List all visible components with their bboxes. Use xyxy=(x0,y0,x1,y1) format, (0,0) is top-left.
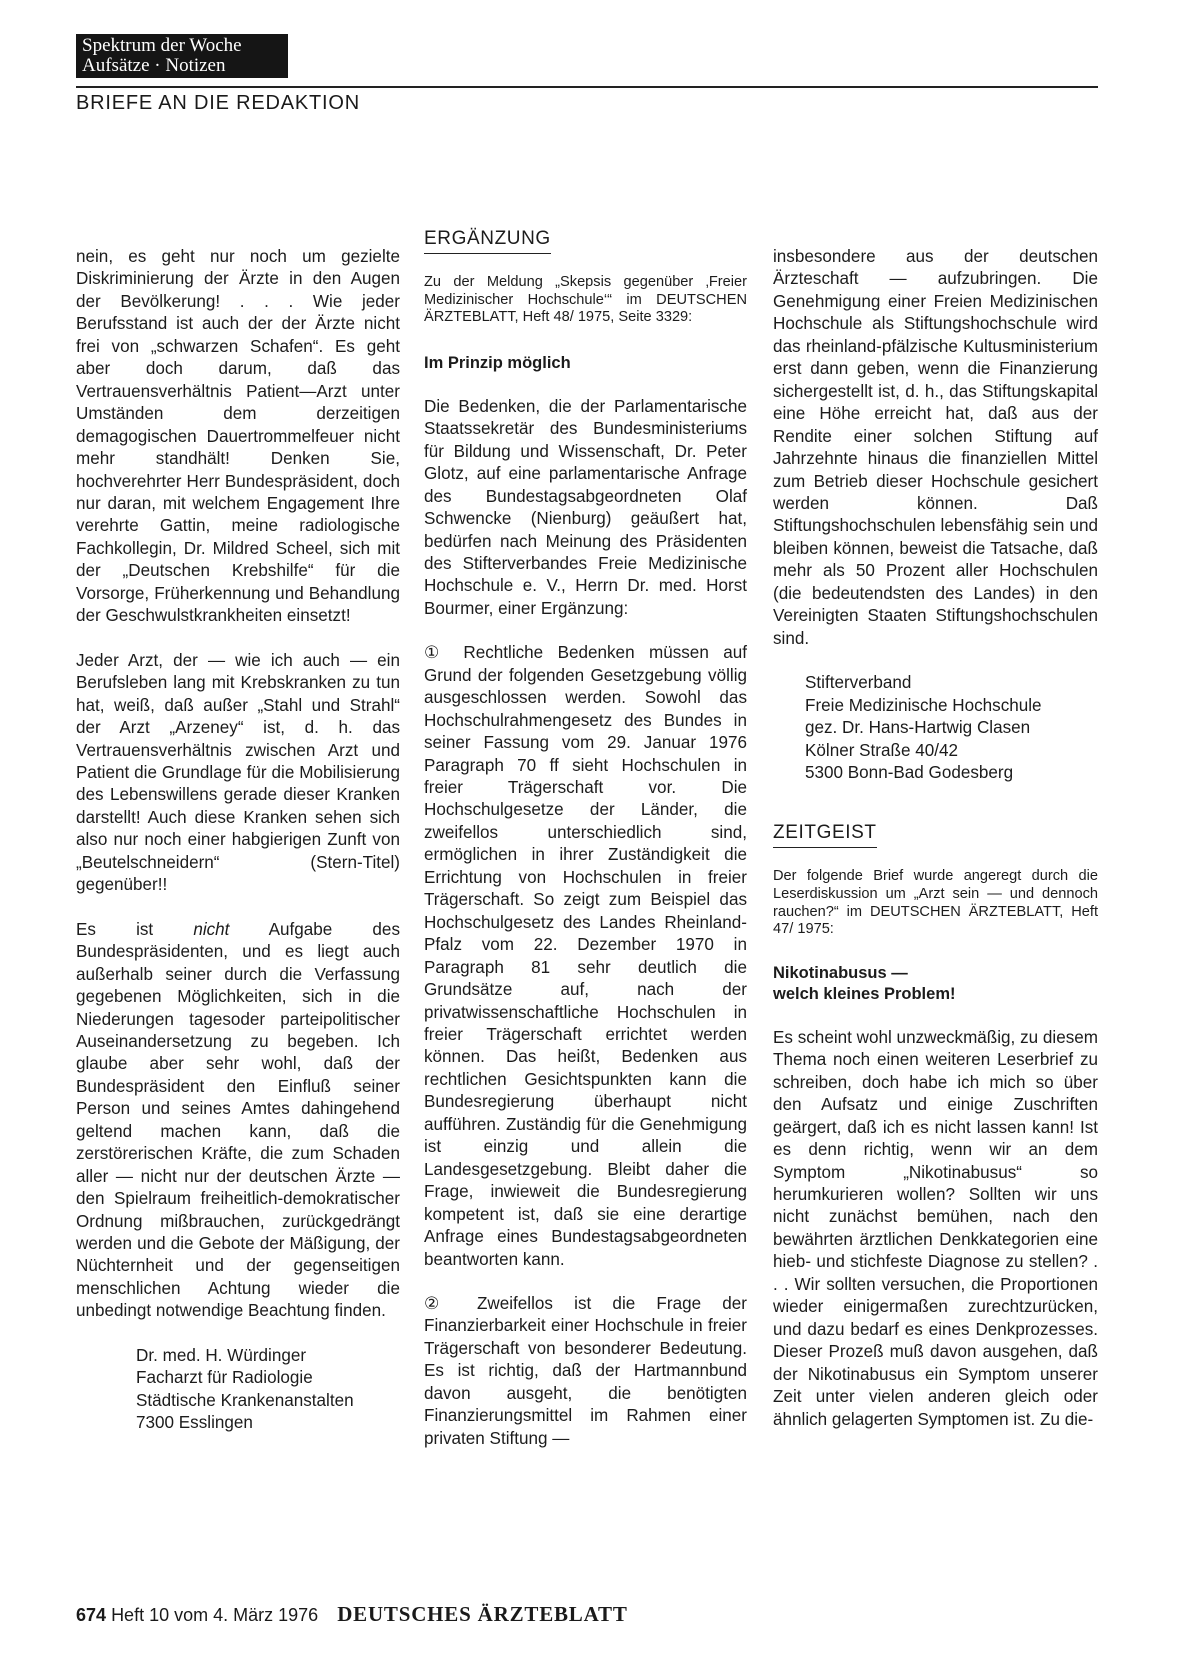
column-3 xyxy=(773,246,1098,1431)
page-footer xyxy=(76,1602,628,1627)
signature-line: Freie Medizinische Hochschule xyxy=(805,695,1042,715)
column-2 xyxy=(424,228,747,1450)
section-label-line1: Spektrum der Woche xyxy=(82,35,242,56)
article-subheading: Nikotinabusus — welch kleines Problem! xyxy=(773,963,956,1003)
article-paragraph: Die Bedenken, die der Parlamentarische Staatssekretär des Bundesministeriums für Bildung und Wissenschaft, Dr. Peter Glotz, auf eine parlamentarische Anfrage des Bundestagsabgeordneten Olaf Schwencke (Nienburg) geäußert hat, bedürfen nach Meinung des Präsidenten des Stifterverbandes Freie Medizinische Hochschule e. V., Herrn Dr. med. Horst Bourmer, einer Ergänzung: xyxy=(424,396,747,618)
article-subheading: Im Prinzip möglich xyxy=(424,353,571,372)
header-rule xyxy=(76,86,1098,88)
intro-note: Der folgende Brief wurde angeregt durch die Leserdiskussion um „Arzt sein — und dennoch rauchen?“ im DEUTSCHEN ÄRZTEBLATT, Heft 47/ 1975: xyxy=(773,868,1098,938)
signature-line: Stifterverband xyxy=(805,673,912,693)
article-paragraph: ② Zweifellos ist die Frage der Finanzierbarkeit einer Hochschule in freier Trägerschaft von besonderer Bedeutung. Es ist richtig, daß der Hartmannbund davon ausgeht, die benötigten Finanzierungsmittel im Rahmen einer privaten Stiftung — xyxy=(424,1294,747,1448)
letter-paragraph: Es ist nicht Aufgabe des Bundespräsidenten, und es liegt auch außerhalb seiner durch die Verfassung gegebenen Möglichkeiten, sich in die Niederungen tagesoder parteipolitischer Auseinandersetzung zu begeben. Ich glaube aber sehr wohl, daß der Bundespräsident den Einfluß seiner Person und seines Amtes dahingehend geltend machen kann, daß die zerstörerischen Kräfte, die zum Schaden aller — nicht nur der deutschen Ärzte — den Spielraum freiheitlich-demokratischer Ordnung mißbrauchen, zurückgedrängt werden und die Gebote der Mäßigung, der Nüchternheit und der gegenseitigen menschlichen Achtung wieder die unbedingt notwendige Beachtung finden. xyxy=(76,919,400,1321)
signature-block xyxy=(136,1345,400,1435)
section-heading-ergaenzung: ERGÄNZUNG xyxy=(424,228,551,254)
article-paragraph: ① Rechtliche Bedenken müssen auf Grund der folgenden Gesetzgebung völlig ausgeschlossen werden. Sowohl das Hochschulrahmengesetz des Bundes in seiner Fassung vom 29. Januar 1976 Paragraph 70 ff sieht Hochschulen in freier Trägerschaft vor. Die Hochschulgesetze der Länder, die zweifellos unterschiedlich sind, ermöglichen in ihrer Zuständigkeit die Errichtung von Hochschulen in freier Trägerschaft. So zeigt zum Beispiel das Hochschulgesetz des Landes Rheinland-Pfalz vom 22. Dezember 1970 in Paragraph 81 sehr deutlich die Grundsätze auf, nach der privatwissenschaftliche Hochschulen in freier Trägerschaft errichtet werden können. Das heißt, Bedenken aus rechtlichen Gesichtspunkten kann die Bundesregierung überhaupt nicht aufführen. Zuständig für die Genehmigung ist einzig und allein die Landesgesetzgebung. Bleibt daher die Frage, inwieweit die Bundesregierung kompetent ist, daß sie eine derartige Anfrage eines Bundestagsabgeordneten beantworten kann. xyxy=(424,643,747,1269)
section-label-line2: Aufsätze · Notizen xyxy=(82,55,226,76)
section-badge xyxy=(76,34,288,78)
column-1 xyxy=(76,246,400,1435)
issue-info: Heft 10 vom 4. März 1976 xyxy=(111,1605,319,1625)
article-paragraph: Es scheint wohl unzweckmäßig, zu diesem Thema noch einen weiteren Leserbrief zu schreiben, doch habe ich mich so über den Aufsatz und einige Zuschriften geärgert, daß ich es nicht lassen kann! Ist es denn richtig, wenn wir an dem Symptom „Nikotinabusus“ so herumkurieren wollen? Sollten wir uns nicht zunächst bemühen, nach den bewährten ärztlichen Denkkategorien eine hieb- und stichfeste Diagnose zu stellen? . . . Wir sollten versuchen, die Proportionen wieder einigermaßen zurechtzurücken, und dazu bedarf es eines Denkprozesses. Dieser Prozeß muß davon ausgehen, daß der Nikotinabusus ein Symptom unserer Zeit unter vielen anderen gleich oder ähnlich gelagerten Symptomen ist. Zu die- xyxy=(773,1027,1098,1429)
signature-line: 7300 Esslingen xyxy=(136,1413,253,1433)
letter-paragraph: Jeder Arzt, der — wie ich auch — ein Berufsleben lang mit Krebskranken zu tun hat, weiß, daß außer „Stahl und Strahl“ der Arzt „Arzeney“ ist, d. h. das Vertrauensverhältnis zwischen Arzt und Patient die Grundlage für die Mobilisierung des Lebenswillens gerade dieser Kranken darstellt! Auch diese Kranken sehen sich also nur noch einer habgierigen Zunft von „Beutelschneidern“ (Stern-Titel) gegenüber!! xyxy=(76,650,400,895)
signature-line: gez. Dr. Hans-Hartwig Clasen xyxy=(805,718,1031,738)
letter-paragraph: nein, es geht nur noch um gezielte Diskriminierung der Ärzte in den Augen der Bevölkerung! . . . Wie jeder Berufsstand ist auch der der Ärzte nicht frei von „schwarzen Schafen“. Es geht aber doch darum, daß das Vertrauensverhältnis Patient—Arzt unter Umständen dem derzeitigen demagogischen Dauertrommelfeuer nicht mehr standhält! Denken Sie, hochverehrter Herr Bundespräsident, doch nur daran, mit welchem Engagement Ihre verehrte Gattin, meine radiologische Fachkollegin, Dr. Mildred Scheel, sich mit der „Deutschen Krebshilfe“ für die Vorsorge, Früherkennung und Behandlung der Geschwulstkrankheiten einsetzt! xyxy=(76,247,400,626)
article-paragraph: insbesondere aus der deutschen Ärzteschaft — aufzubringen. Die Genehmigung einer Freien Medizinischen Hochschule als Stiftungshochschule wird das rheinland-pfälzische Kultusministerium erst dann geben, wenn die Finanzierung sichergestellt ist, d. h., das Stiftungskapital eine Höhe erreicht hat, daß aus der Rendite einer solchen Stiftung auf Jahrzehnte hinaus die finanziellen Mittel zum Betrieb dieser Hochschule gesichert werden können. Daß Stiftungshochschulen lebensfähig sein und bleiben können, beweist die Tatsache, daß mehr als 50 Prozent aller Hochschulen (die bedeutendsten des Landes) in den Vereinigten Staaten Stiftungshochschulen sind. xyxy=(773,247,1098,648)
journal-name: DEUTSCHES ÄRZTEBLATT xyxy=(337,1602,628,1626)
signature-line: Kölner Straße 40/42 xyxy=(805,740,958,760)
section-heading-zeitgeist: ZEITGEIST xyxy=(773,822,877,848)
signature-block xyxy=(805,672,1098,784)
signature-line: Facharzt für Radiologie xyxy=(136,1368,313,1388)
page-number: 674 xyxy=(76,1605,107,1625)
emphasis-text: nicht xyxy=(193,919,230,939)
signature-line: 5300 Bonn-Bad Godesberg xyxy=(805,762,1014,782)
intro-note: Zu der Meldung „Skepsis gegenüber ‚Freier Medizinischer Hochschule‘“ im DEUTSCHEN ÄRZTEBLATT, Heft 48/ 1975, Seite 3329: xyxy=(424,274,747,326)
page-title: BRIEFE AN DIE REDAKTION xyxy=(76,92,361,114)
signature-line: Städtische Krankenanstalten xyxy=(136,1390,354,1410)
signature-line: Dr. med. H. Würdinger xyxy=(136,1345,307,1365)
